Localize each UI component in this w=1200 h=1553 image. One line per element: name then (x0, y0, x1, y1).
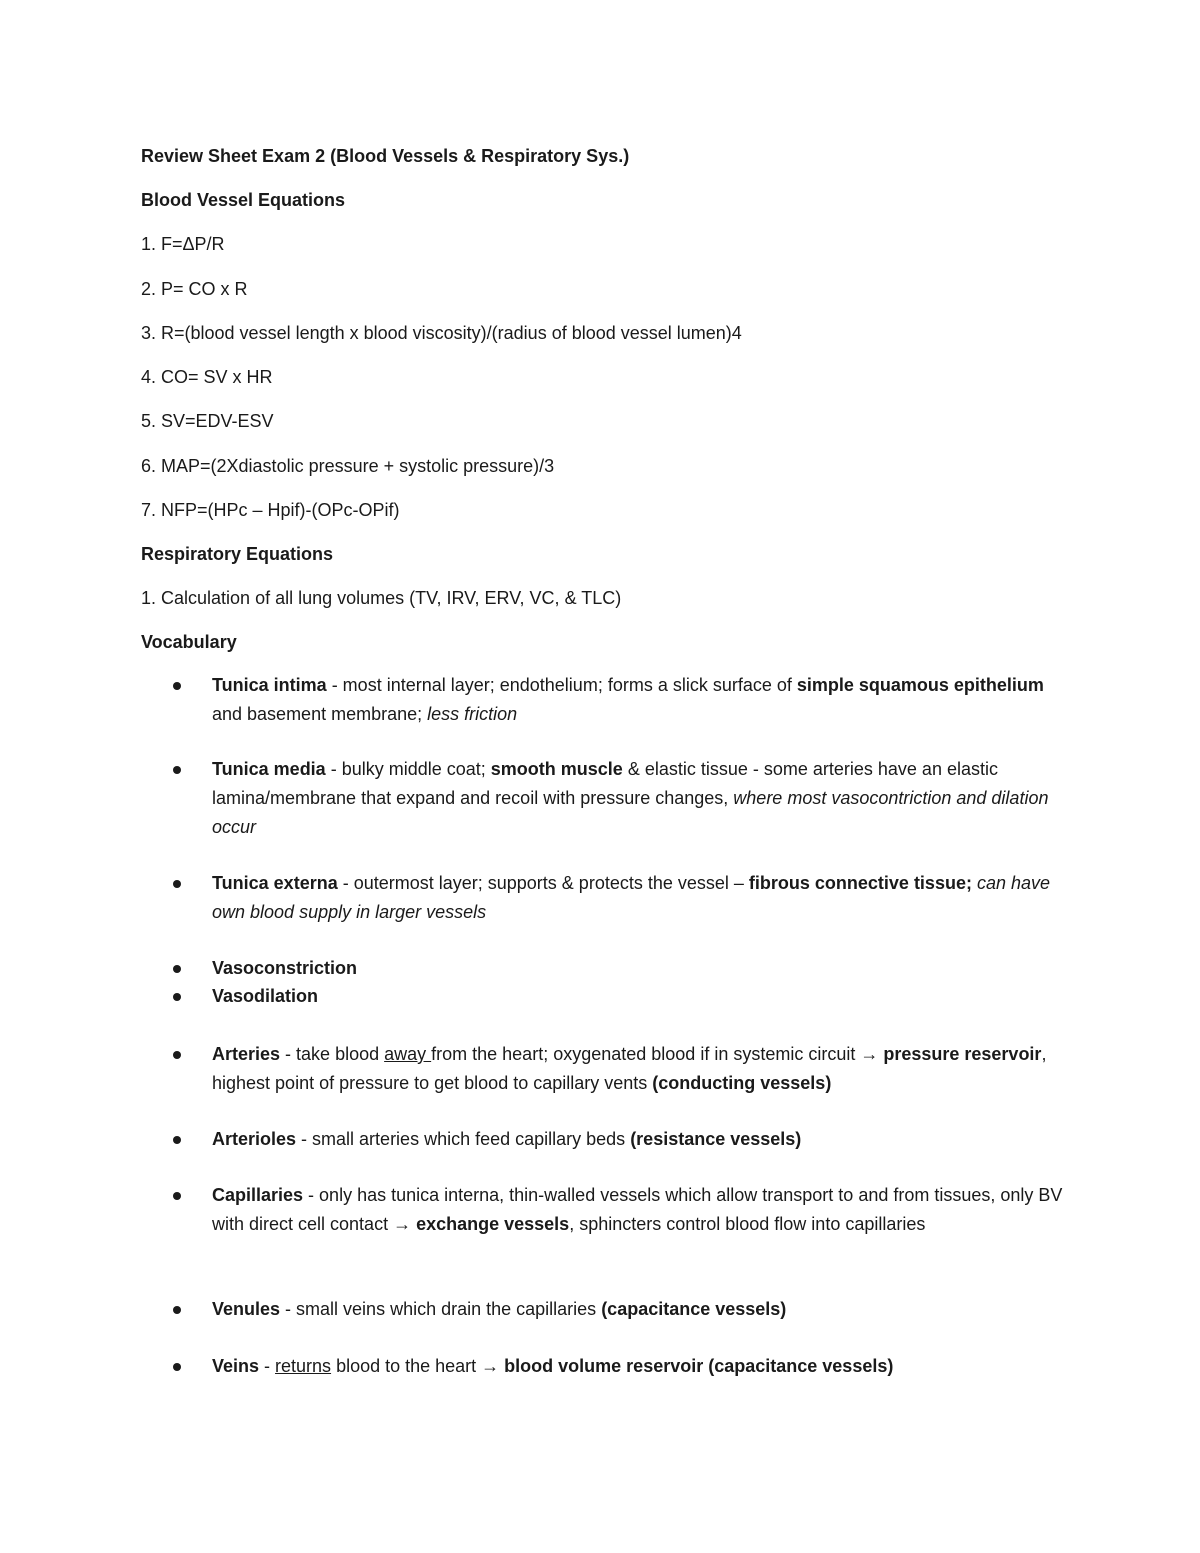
equation-line: 7. NFP=(HPc – Hpif)-(OPc-OPif) (141, 500, 400, 520)
vocab-text: exchange vessels (416, 1214, 570, 1234)
vocab-term: Arterioles (212, 1129, 297, 1149)
vocab-text: simple squamous epithelium (796, 675, 1044, 695)
vocab-text: - outermost layer; supports & protects the vessel – (337, 873, 749, 893)
equation-line: 5. SV=EDV-ESV (141, 411, 274, 431)
blood-vessel-heading: Blood Vessel Equations (141, 190, 346, 210)
vocab-text: - small veins which drain the capillaries (280, 1299, 602, 1319)
bullet-icon (173, 1051, 181, 1059)
vocab-text: , sphincters control blood flow into capillaries (569, 1214, 926, 1234)
document-title: Review Sheet Exam 2 (Blood Vessels & Respiratory Sys.) (141, 146, 630, 166)
vocab-text: - take blood (280, 1044, 385, 1064)
vocab-text: - only has tunica interna, thin-walled vessels which allow transport to and from tissues, only BV with direct cell contact → (212, 1185, 1063, 1234)
bullet-icon (173, 993, 181, 1001)
vocab-text: blood volume reservoir (capacitance vessels) (504, 1356, 894, 1376)
vocab-text: blood to the heart → (331, 1356, 505, 1376)
vocab-text: where most vasocontriction and dilation occur (212, 788, 1049, 837)
bullet-icon (173, 965, 181, 973)
vocab-item (212, 1040, 1072, 1098)
vocab-text: - small arteries which feed capillary beds (296, 1129, 631, 1149)
vocab-text: smooth muscle (490, 759, 623, 779)
equation-line: 3. R=(blood vessel length x blood viscosity)/(radius of blood vessel lumen)4 (141, 323, 742, 343)
vocab-text: can have own blood supply in larger vessels (212, 873, 1051, 922)
vocab-term: Vasoconstriction (212, 958, 358, 978)
bullet-icon (173, 1192, 181, 1200)
vocab-term: Vasodilation (212, 986, 319, 1006)
vocab-item (212, 1295, 1072, 1324)
vocab-term: Arteries (212, 1044, 281, 1064)
equation-line: 6. MAP=(2Xdiastolic pressure + systolic pressure)/3 (141, 456, 555, 476)
vocab-term: Venules (212, 1299, 281, 1319)
vocab-text: from the heart; oxygenated blood if in systemic circuit → (431, 1044, 884, 1064)
vocab-term: Tunica intima (212, 675, 327, 695)
vocab-text: less friction (427, 704, 518, 724)
vocab-item (212, 1181, 1072, 1239)
vocab-text: fibrous connective tissue; (748, 873, 972, 893)
vocab-term: Capillaries (212, 1185, 304, 1205)
vocab-item (212, 671, 1072, 729)
vocab-text: - bulky middle coat; (325, 759, 491, 779)
respiratory-heading: Respiratory Equations (141, 544, 334, 564)
vocab-item (212, 954, 1072, 983)
vocab-text: (resistance vessels) (630, 1129, 802, 1149)
vocab-item (212, 1352, 1072, 1381)
bullet-icon (173, 682, 181, 690)
vocab-item (212, 755, 1072, 842)
vocab-text: , highest point of pressure to get blood to capillary vents (212, 1044, 1047, 1093)
vocab-text: (conducting vessels) (652, 1073, 832, 1093)
vocabulary-heading: Vocabulary (141, 632, 237, 652)
vocab-item (212, 1125, 1072, 1154)
vocab-term: Veins (212, 1356, 260, 1376)
bullet-icon (173, 1136, 181, 1144)
vocab-text: - most internal layer; endothelium; forms a slick surface of (326, 675, 797, 695)
vocab-item (212, 869, 1072, 927)
vocab-text: (capacitance vessels) (601, 1299, 787, 1319)
vocab-term: Tunica externa (212, 873, 338, 893)
equation-line: 1. Calculation of all lung volumes (TV, IRV, ERV, VC, & TLC) (141, 588, 622, 608)
bullet-icon (173, 880, 181, 888)
equation-line: 2. P= CO x R (141, 279, 248, 299)
vocab-text: pressure reservoir (883, 1044, 1042, 1064)
equation-line: 4. CO= SV x HR (141, 367, 273, 387)
equation-line: 1. F=ΔP/R (141, 234, 225, 254)
vocab-item (212, 982, 1072, 1011)
vocab-text: - (259, 1356, 276, 1376)
vocab-text: and basement membrane; (212, 704, 428, 724)
vocab-text: returns (275, 1356, 332, 1376)
bullet-icon (173, 1363, 181, 1371)
bullet-icon (173, 766, 181, 774)
bullet-icon (173, 1306, 181, 1314)
vocab-text: & elastic tissue - some arteries have an elastic lamina/membrane that expand and recoil with pressure changes, (212, 759, 998, 808)
vocab-text: away (384, 1044, 432, 1064)
vocab-term: Tunica media (212, 759, 326, 779)
